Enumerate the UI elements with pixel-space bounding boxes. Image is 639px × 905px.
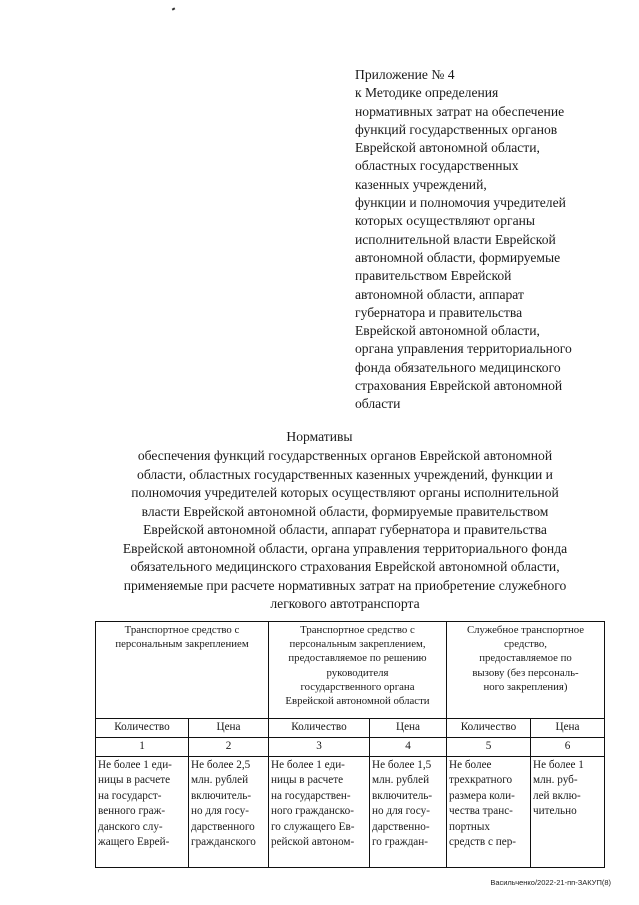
appendix-line: областных государственных xyxy=(355,158,519,174)
column-number: 4 xyxy=(370,738,447,757)
norms-title: Нормативы xyxy=(286,429,353,444)
appendix-line: фонда обязательного медицинского xyxy=(355,359,561,375)
appendix-line: которых осуществляют органы xyxy=(355,213,536,229)
column-number: 1 xyxy=(96,738,189,757)
table-subheader-row xyxy=(96,719,605,738)
subheader-price: Цена xyxy=(531,719,605,738)
appendix-line: казенных учреждений, xyxy=(355,176,487,192)
column-number: 5 xyxy=(447,738,531,757)
appendix-line: Еврейской автономной области, xyxy=(355,140,540,156)
norms-description xyxy=(90,447,600,614)
scan-speck xyxy=(172,7,176,10)
appendix-line: Приложение № 4 xyxy=(355,67,455,82)
appendix-line: страхования Еврейской автономной xyxy=(355,378,563,394)
norms-line: власти Еврейской автономной области, формируемые правительством xyxy=(141,503,549,519)
appendix-line: исполнительной власти Еврейской xyxy=(355,231,556,247)
table-row xyxy=(96,757,605,868)
norms-table xyxy=(95,621,605,868)
subheader-quantity: Количество xyxy=(447,719,531,738)
appendix-line: функций государственных органов xyxy=(355,121,558,137)
appendix-line: правительством Еврейской xyxy=(355,268,512,284)
table-cell: Не более 1 млн. руб- лей вклю- чительно xyxy=(531,757,605,868)
table-column-number-row xyxy=(96,738,605,757)
appendix-line: органа управления территориального xyxy=(355,341,572,357)
appendix-heading xyxy=(355,66,625,414)
document-reference: Васильченко/2022-21-пп-ЗАКУП(8) xyxy=(490,878,611,887)
table-cell: Не более 1 еди- ницы в расчете на государствен- ного гражданско- го служащего Ев- рейской автоном- xyxy=(269,757,370,868)
appendix-line: к Методике определения xyxy=(355,85,499,101)
norms-line: Еврейской автономной области, органа управления территориального фонда xyxy=(122,540,568,556)
norms-line: легкового автотранспорта xyxy=(270,596,420,611)
appendix-line: губернатора и правительства xyxy=(355,304,523,320)
table-cell: Не более 1,5 млн. рублей включитель- но для госу- дарственно- го граждан- xyxy=(370,757,447,868)
group-header-by-decision: Транспортное средство с персональным закреплением, предоставляемое по решению руководителя государственного органа Еврейской автономной области xyxy=(269,622,447,719)
table-group-header-row xyxy=(96,622,605,719)
column-number: 2 xyxy=(189,738,269,757)
group-header-on-call: Служебное транспортное средство, предоставляемое по вызову (без персональ- ного закрепления) xyxy=(447,622,605,719)
norms-line: области, областных государственных казенных учреждений, функции и xyxy=(137,466,553,482)
subheader-quantity: Количество xyxy=(269,719,370,738)
table-cell: Не более 2,5 млн. рублей включитель- но для госу- дарственного гражданского xyxy=(189,757,269,868)
subheader-price: Цена xyxy=(370,719,447,738)
table-cell: Не более 1 еди- ницы в расчете на государст- венного граж- данского слу- жащего Еврей- xyxy=(96,757,189,868)
table-cell: Не более трехкратного размера коли- чества транс- портных средств с пер- xyxy=(447,757,531,868)
appendix-line: функции и полномочия учредителей xyxy=(355,195,566,211)
column-number: 6 xyxy=(531,738,605,757)
subheader-price: Цена xyxy=(189,719,269,738)
group-header-personal: Транспортное средство с персональным закреплением xyxy=(96,622,269,719)
appendix-line: нормативных затрат на обеспечение xyxy=(355,103,565,119)
appendix-line: области xyxy=(355,396,401,412)
norms-line: обеспечения функций государственных органов Еврейской автономной xyxy=(137,448,553,463)
subheader-quantity: Количество xyxy=(96,719,189,738)
norms-line: обязательного медицинского страхования Еврейской автономной области, xyxy=(130,559,560,574)
appendix-line: Еврейской автономной области, xyxy=(355,323,540,339)
norms-line: полномочия учредителей которых осуществляют органы исполнительной xyxy=(131,485,559,500)
norms-line: применяемые при расчете нормативных затрат на приобретение служебного xyxy=(123,577,567,593)
appendix-line: автономной области, формируемые xyxy=(355,249,561,265)
appendix-line: автономной области, аппарат xyxy=(355,286,524,302)
norms-line: Еврейской автономной области, аппарат губернатора и правительства xyxy=(143,522,547,537)
column-number: 3 xyxy=(269,738,370,757)
